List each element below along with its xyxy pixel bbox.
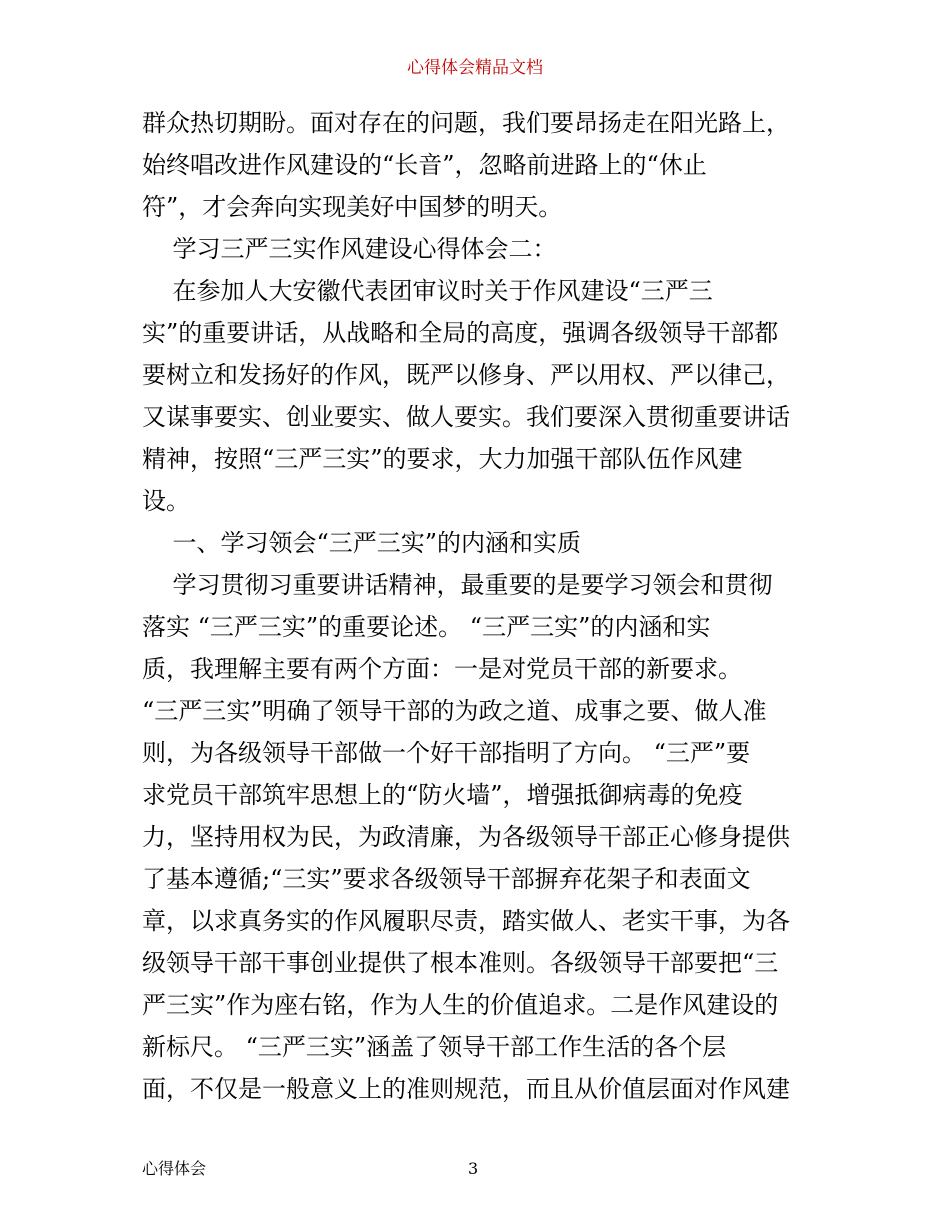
body-line: 设。: [142, 487, 190, 515]
body-line: 章，以求真务实的作风履职尽责，踏实做人、老实干事，为各: [142, 907, 790, 935]
body-line: 符”，才会奔向实现美好中国梦的明天。: [142, 193, 563, 221]
body-line: 实”的重要讲话，从战略和全局的高度，强调各级领导干部都: [142, 319, 779, 347]
page-number: 3: [468, 1159, 479, 1178]
body-line: 始终唱改进作风建设的“长音”，忽略前进路上的“休止: [142, 151, 707, 179]
body-line: 群众热切期盼。面对存在的问题，我们要昂扬走在阳光路上，: [142, 109, 790, 137]
body-line: 落实 “三严三实”的重要论述。 “三严三实”的内涵和实: [142, 613, 711, 641]
body-line: “三严三实”明确了领导干部的为政之道、成事之要、做人准: [142, 697, 767, 725]
body-line: 级领导干部干事创业提供了根本准则。各级领导干部要把“三: [142, 949, 779, 977]
body-line: 则，为各级领导干部做一个好干部指明了方向。 “三严”要: [142, 739, 751, 767]
header-title: 心得体会精品文档: [407, 58, 543, 78]
body-line: 要树立和发扬好的作风，既严以修身、严以用权、严以律己，: [142, 361, 790, 389]
body-line: 质，我理解主要有两个方面：一是对党员干部的新要求。: [142, 655, 742, 683]
body-line: 精神，按照“三严三实”的要求，大力加强干部队伍作风建: [142, 445, 743, 473]
section-heading: 一、学习领会“三严三实”的内涵和实质: [142, 529, 582, 557]
page-header: [0, 56, 950, 80]
footer-label: 心得体会: [142, 1159, 207, 1178]
body-line: 了基本遵循;“三实”要求各级领导干部摒弃花架子和表面文: [142, 865, 751, 893]
body-line: 求党员干部筑牢思想上的“防火墙”，增强抵御病毒的免疫: [142, 781, 743, 809]
body-line: 学习贯彻习重要讲话精神，最重要的是要学习领会和贯彻: [142, 571, 773, 599]
body-line: 又谋事要实、创业要实、做人要实。我们要深入贯彻重要讲话: [142, 403, 790, 431]
section-heading: 学习三严三实作风建设心得体会二：: [142, 235, 557, 263]
body-line: 力，坚持用权为民，为政清廉，为各级领导干部正心修身提供: [142, 823, 790, 851]
body-line: 新标尺。 “三严三实”涵盖了领导干部工作生活的各个层: [142, 1033, 727, 1061]
body-line: 面，不仅是一般意义上的准则规范，而且从价值层面对作风建: [142, 1075, 790, 1103]
body-line: 在参加人大安徽代表团审议时关于作风建设“三严三: [142, 277, 713, 305]
body-line: 严三实”作为座右铭，作为人生的价值追求。二是作风建设的: [142, 991, 779, 1019]
document-body: [142, 102, 814, 1110]
page-footer: [142, 1157, 814, 1181]
